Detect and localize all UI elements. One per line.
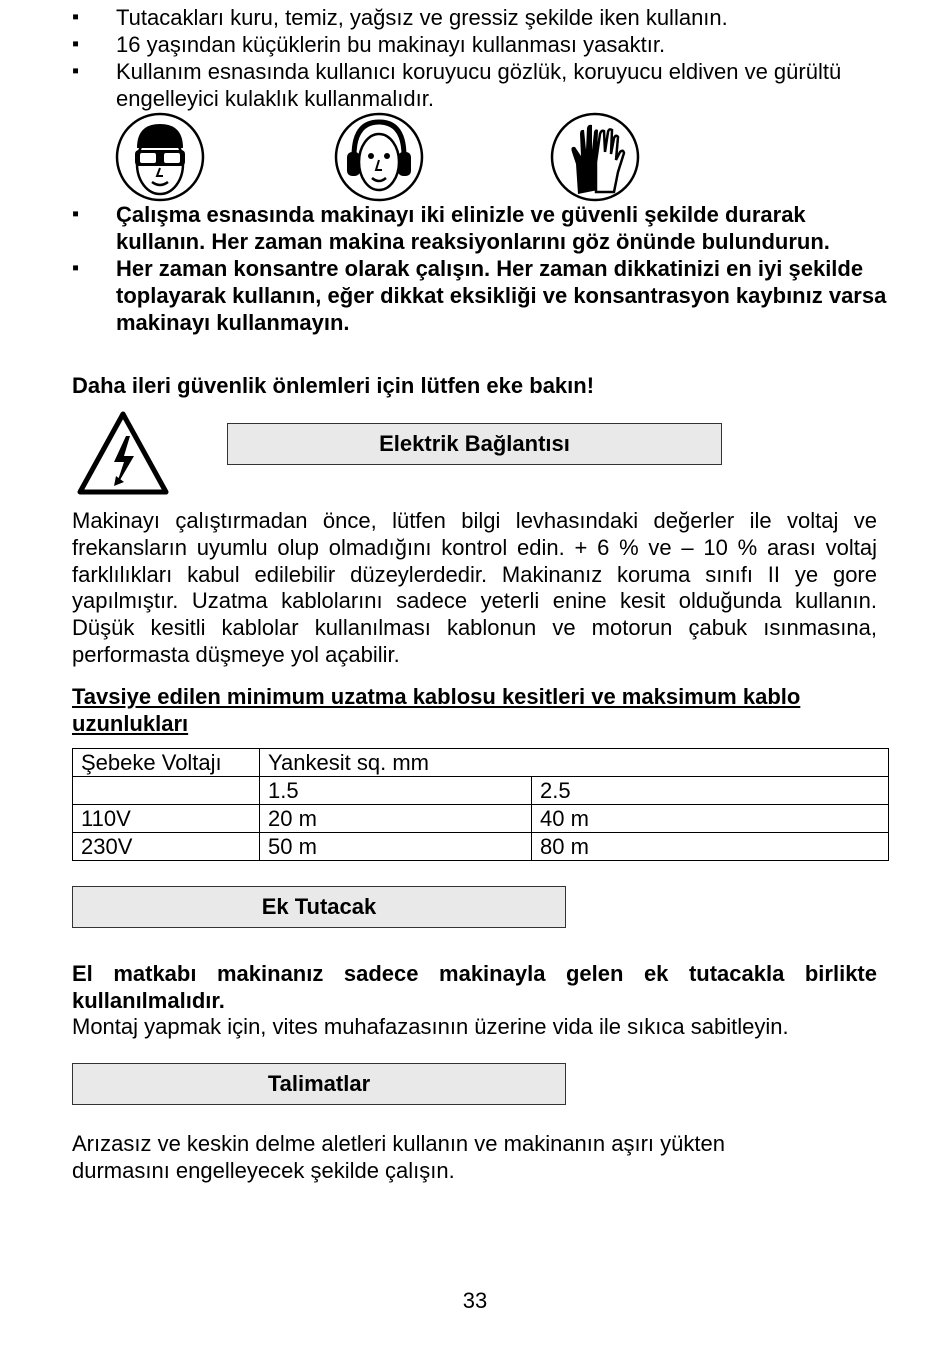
bullet-item: ▪ Çalışma esnasında makinayı iki elinizle ve güvenli şekilde durarak kullanın. Her zaman makina reaksiyonlarını göz önünde bulundurun. <box>72 201 892 255</box>
table-header-cell: Yankesit sq. mm <box>260 749 889 777</box>
protective-gloves-icon <box>550 112 640 202</box>
bullet-item: ▪ 16 yaşından küçüklerin bu makinayı kullanması yasaktır. <box>72 31 872 58</box>
table-cell: 50 m <box>260 833 532 861</box>
table-cell: 20 m <box>260 805 532 833</box>
table-cell: 110V <box>73 805 260 833</box>
bullet-item: ▪ Her zaman konsantre olarak çalışın. Her zaman dikkatinizi en iyi şekilde toplayarak kullanın, eğer dikkat eksikliği ve konsantrasyon kaybınız varsa makinayı kullanmayın. <box>72 255 892 336</box>
ppe-icons <box>115 112 675 202</box>
table-cell: 80 m <box>532 833 889 861</box>
cable-table-title: Tavsiye edilen minimum uzatma kablosu kesitleri ve maksimum kablo uzunlukları <box>72 684 801 736</box>
bullet-item: ▪ Tutacakları kuru, temiz, yağsız ve gressiz şekilde iken kullanın. <box>72 4 872 31</box>
aux-handle-text: Montaj yapmak için, vites muhafazasının üzerine vida ile sıkıca sabitleyin. <box>72 1014 789 1039</box>
safety-goggles-icon <box>115 112 205 202</box>
table-cell: 1.5 <box>260 777 532 805</box>
instructions-heading: Talimatlar <box>72 1063 566 1105</box>
table-cell: 2.5 <box>532 777 889 805</box>
safety-bullets <box>72 4 872 112</box>
aux-handle-bold-text: El matkabı makinanız sadece makinayla gelen ek tutacakla birlikte kullanılmalıdır. <box>72 961 877 1013</box>
table-row <box>73 833 889 861</box>
table-row <box>73 777 889 805</box>
table-cell <box>73 777 260 805</box>
table-row <box>73 749 889 777</box>
table-header-cell: Şebeke Voltajı <box>73 749 260 777</box>
table-row <box>73 805 889 833</box>
electric-connection-text: Makinayı çalıştırmadan önce, lütfen bilgi levhasındaki değerler ile voltaj ve frekansların uyumlu olup olmadığını kontrol edin. + 6 % ve – 10 % arası voltaj farklılıkları kabul edilebilir düzeylerdedir. Makinanız koruma sınıfı II ye gore yapılmıştır. Uzatma kablolarını sadece yeterli enine kesit olduğunda kullanın. Düşük kesitli kablolar kullanılması kablonun ve motorun çabuk ısınmasına, performasta düşmeye yol açabilir. <box>72 508 877 667</box>
instructions-text: Arızasız ve keskin delme aletleri kullanın ve makinanın aşırı yükten durmasını engelleyecek şekilde çalışın. <box>72 1131 725 1183</box>
handling-bullets <box>72 201 892 336</box>
further-safety-note: Daha ileri güvenlik önlemleri için lütfen eke bakın! <box>72 373 595 398</box>
page-number: 33 <box>462 1288 488 1313</box>
ear-protection-icon <box>334 112 424 202</box>
table-cell: 230V <box>73 833 260 861</box>
cable-table <box>72 748 889 861</box>
electric-hazard-icon <box>76 410 170 496</box>
table-cell: 40 m <box>532 805 889 833</box>
electric-connection-heading: Elektrik Bağlantısı <box>227 423 722 465</box>
bullet-item: ▪ Kullanım esnasında kullanıcı koruyucu gözlük, koruyucu eldiven ve gürültü engelleyici kulaklık kullanmalıdır. <box>72 58 872 112</box>
aux-handle-heading: Ek Tutacak <box>72 886 566 928</box>
